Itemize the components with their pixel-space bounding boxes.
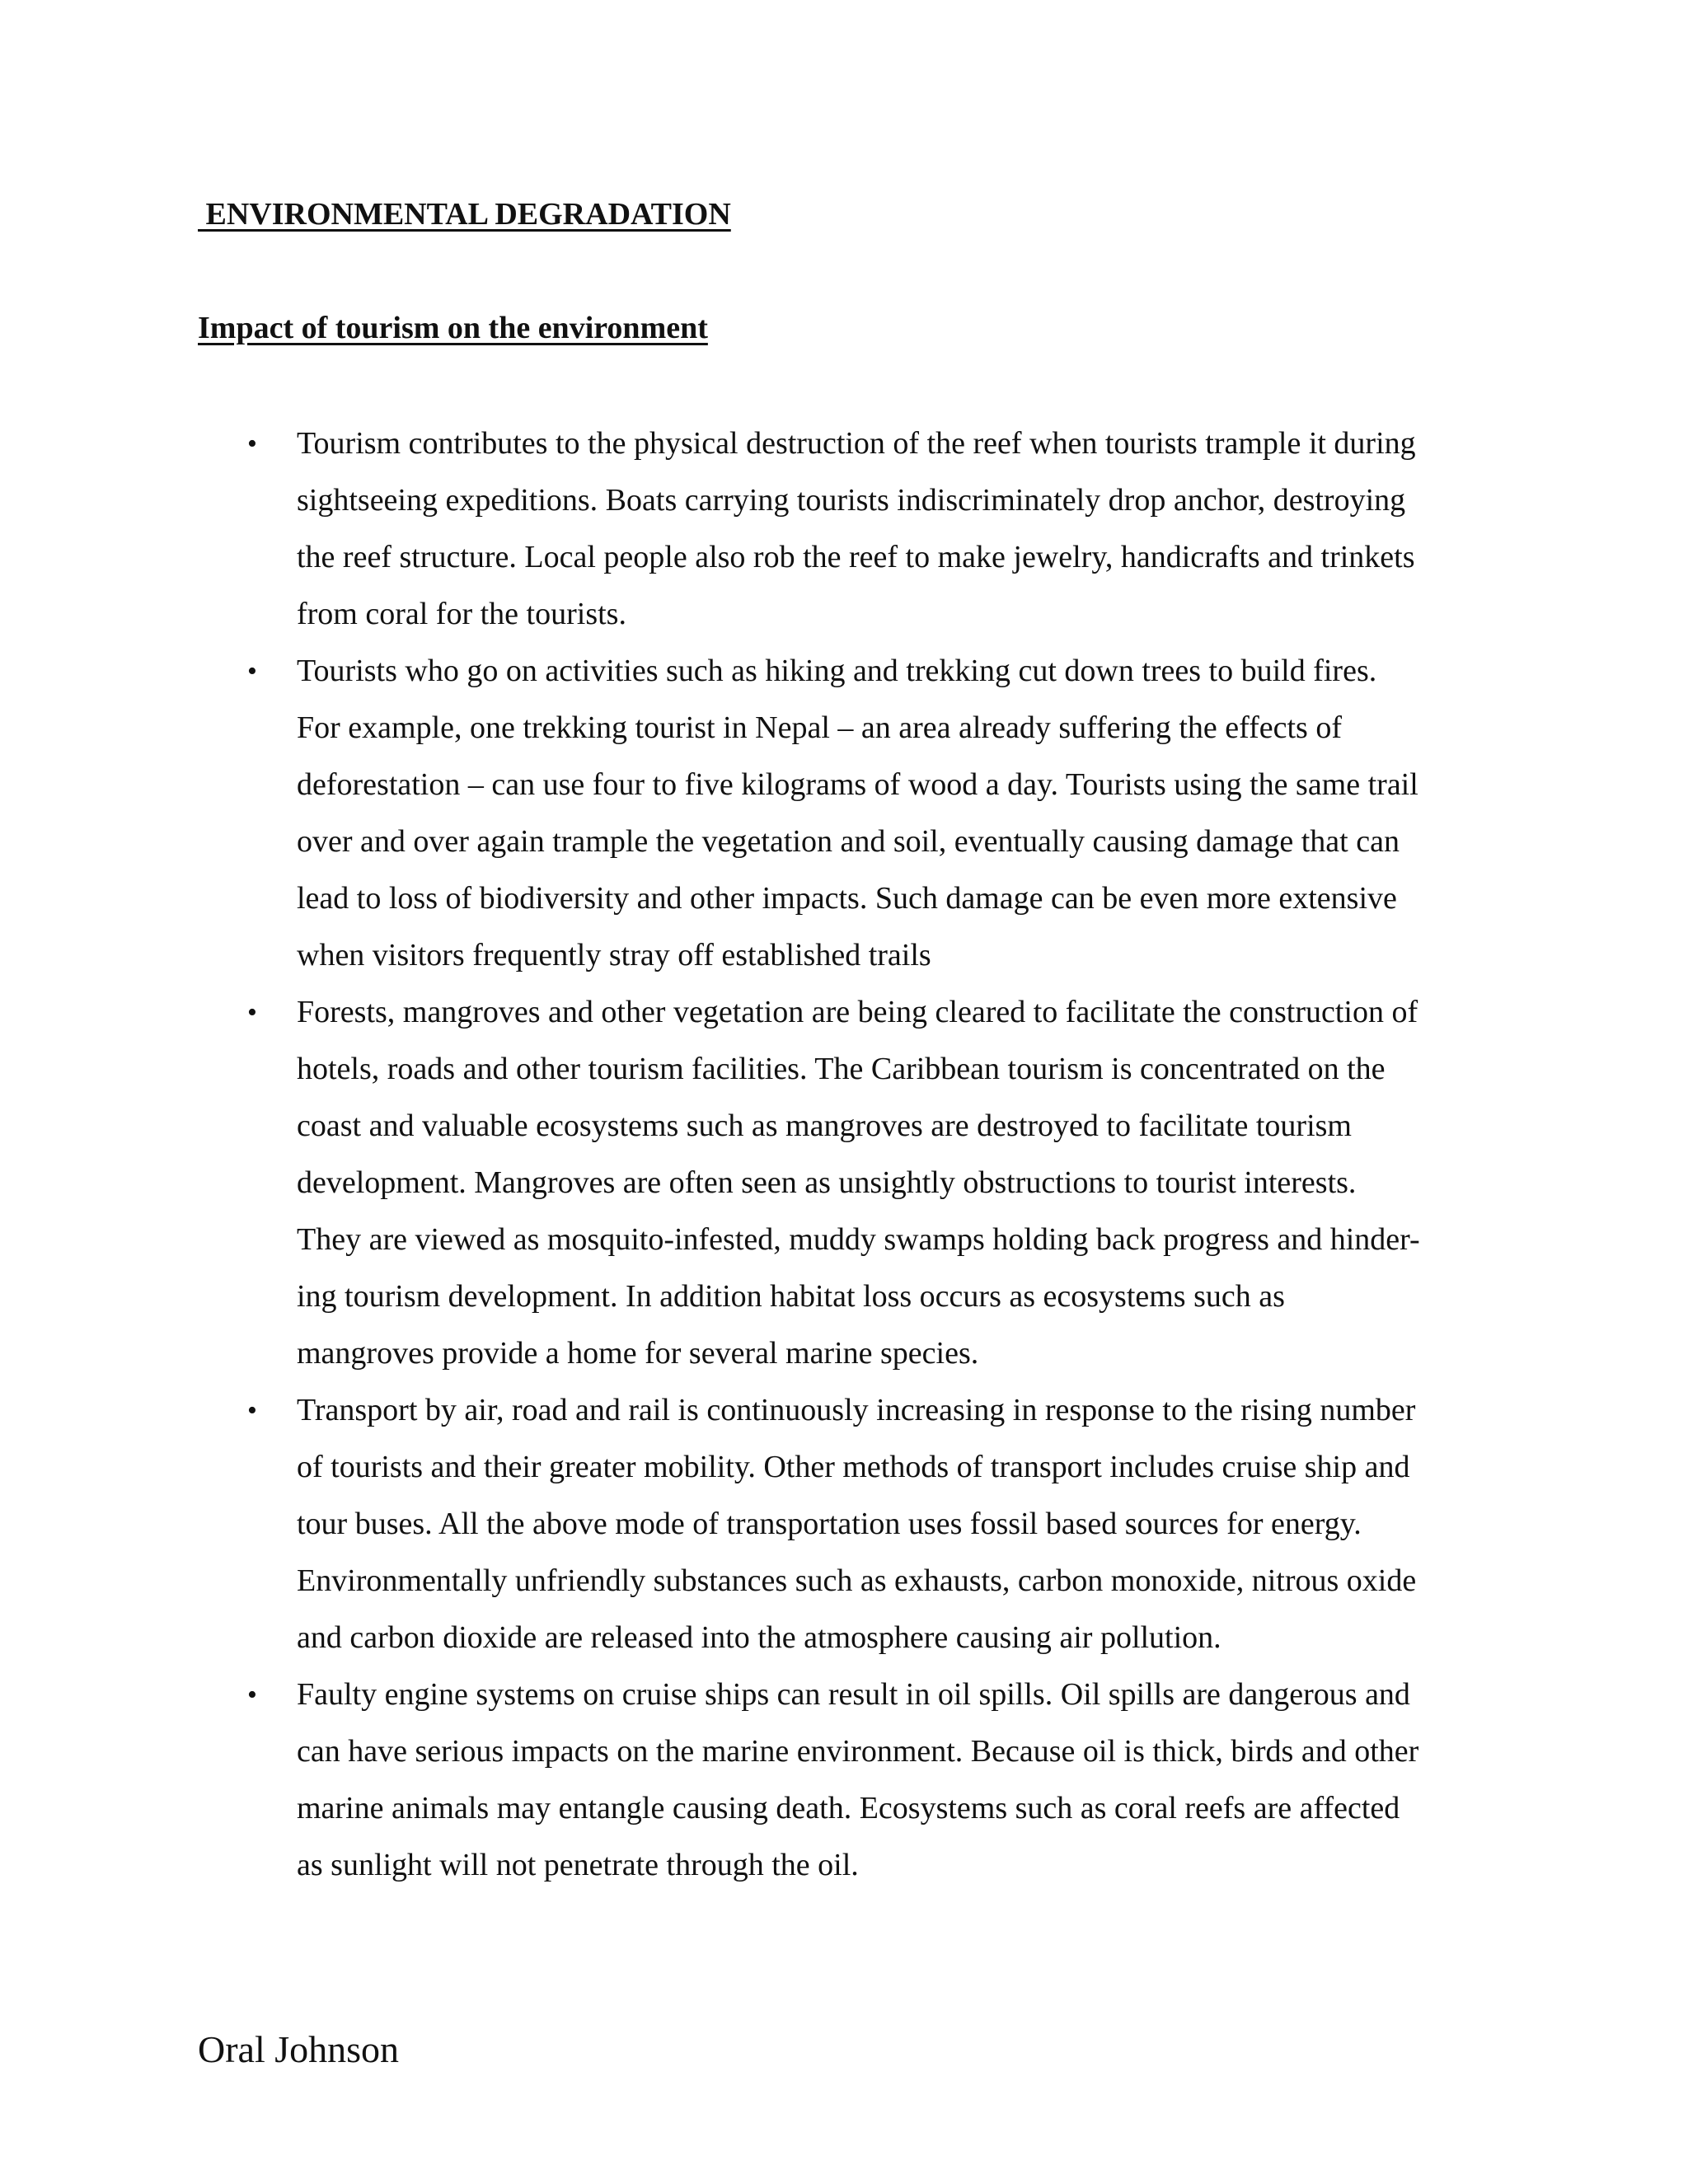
bullet-text-line: and carbon dioxide are released into the atmosphere causing air pollution. xyxy=(297,1620,1221,1655)
bullet-text-line: They are viewed as mosquito-infested, muddy swamps holding back progress and hinder- xyxy=(297,1222,1420,1257)
bullet-text-line: Transport by air, road and rail is continuously increasing in response to the rising number xyxy=(297,1393,1416,1427)
bullet-text-line: marine animals may entangle causing death. Ecosystems such as coral reefs are affected xyxy=(297,1791,1400,1825)
bullet-item xyxy=(247,415,1500,643)
author-name: Oral Johnson xyxy=(198,2028,400,2070)
bullet-text-line: of tourists and their greater mobility. Other methods of transport includes cruise ship and xyxy=(297,1450,1410,1484)
bullet-item xyxy=(247,984,1500,1382)
bullet-text-line: deforestation – can use four to five kilograms of wood a day. Tourists using the same trail xyxy=(297,767,1418,802)
bullet-item xyxy=(247,643,1500,984)
bullet-text-line: development. Mangroves are often seen as unsightly obstructions to tourist interests. xyxy=(297,1165,1357,1200)
bullet-icon: • xyxy=(247,997,257,1028)
bullet-icon: • xyxy=(247,1395,257,1426)
bullet-text-line: tour buses. All the above mode of transportation uses fossil based sources for energy. xyxy=(297,1507,1362,1541)
bullet-text-line: hotels, roads and other tourism facilities. The Caribbean tourism is concentrated on the xyxy=(297,1052,1386,1086)
bullet-text-line: as sunlight will not penetrate through the oil. xyxy=(297,1848,859,1882)
bullet-text-line: over and over again trample the vegetation and soil, eventually causing damage that can xyxy=(297,824,1400,859)
bullet-text-line: Forests, mangroves and other vegetation are being cleared to facilitate the construction of xyxy=(297,995,1418,1029)
bullet-text-line: Environmentally unfriendly substances such as exhausts, carbon monoxide, nitrous oxide xyxy=(297,1563,1417,1598)
bullet-icon: • xyxy=(247,429,257,459)
bullet-icon: • xyxy=(247,656,257,687)
bullet-text-line: can have serious impacts on the marine environment. Because oil is thick, birds and other xyxy=(297,1734,1419,1769)
bullet-text-line: Tourists who go on activities such as hiking and trekking cut down trees to build fires. xyxy=(297,654,1377,688)
bullet-text-line: when visitors frequently stray off established trails xyxy=(297,938,931,972)
bullet-text-line: For example, one trekking tourist in Nepal – an area already suffering the effects of xyxy=(297,710,1342,745)
bullet-text-line: the reef structure. Local people also rob the reef to make jewelry, handicrafts and trinkets xyxy=(297,540,1415,574)
section-heading: Impact of tourism on the environment xyxy=(198,311,708,345)
bullet-text-line: coast and valuable ecosystems such as mangroves are destroyed to facilitate tourism xyxy=(297,1108,1352,1143)
document-title: ENVIRONMENTAL DEGRADATION xyxy=(198,197,731,232)
bullet-item xyxy=(247,1382,1500,1666)
bullet-text-line: ing tourism development. In addition habitat loss occurs as ecosystems such as xyxy=(297,1279,1285,1314)
bullet-text-line: sightseeing expeditions. Boats carrying tourists indiscriminately drop anchor, destroying xyxy=(297,483,1406,518)
bullet-icon: • xyxy=(247,1680,257,1710)
bullet-text-line: from coral for the tourists. xyxy=(297,597,626,631)
bullet-text-line: Faulty engine systems on cruise ships can result in oil spills. Oil spills are dangerous and xyxy=(297,1677,1410,1712)
bullet-text-line: lead to loss of biodiversity and other impacts. Such damage can be even more extensive xyxy=(297,881,1397,916)
bullet-text-line: mangroves provide a home for several marine species. xyxy=(297,1336,979,1371)
bullet-list xyxy=(247,415,1500,1894)
bullet-text-line: Tourism contributes to the physical destruction of the reef when tourists trample it during xyxy=(297,426,1416,461)
bullet-item xyxy=(247,1666,1500,1894)
